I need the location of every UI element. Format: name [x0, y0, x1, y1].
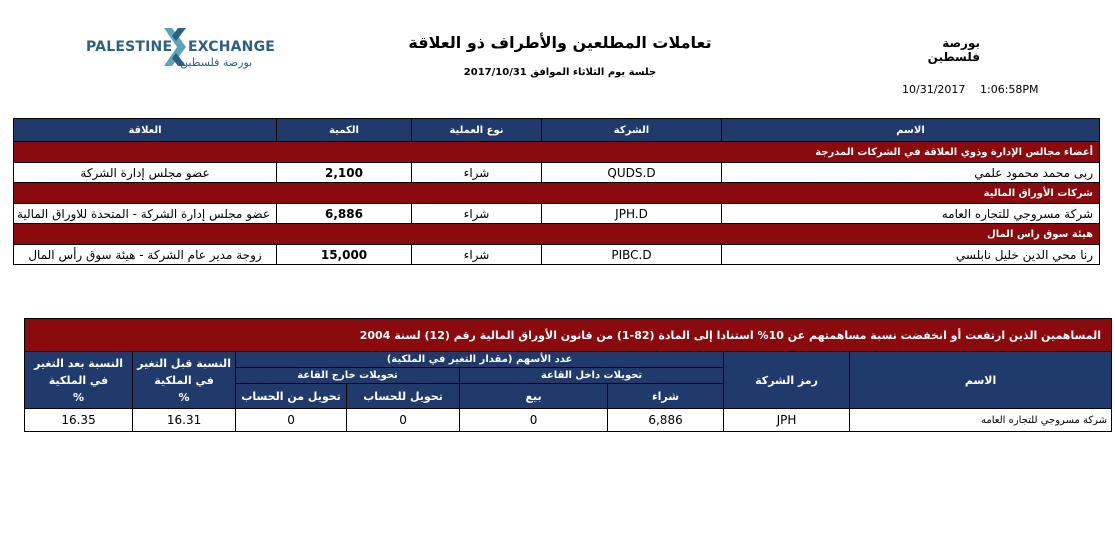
cell-relation: عضو مجلس إدارة الشركة — [14, 163, 277, 183]
cell-type: شراء — [412, 204, 542, 224]
cell-quantity: 2,100 — [277, 163, 412, 183]
pct-before-line2: في الملكية — [154, 373, 214, 387]
cell-relation: عضو مجلس إدارة الشركة - المتحدة للاوراق المالية — [14, 204, 277, 224]
cell-quantity: 15,000 — [277, 245, 412, 265]
page-title: تعاملات المطلعين والأطراف ذو العلاقة — [408, 33, 712, 52]
column-header-pct-before — [133, 352, 236, 409]
pct-after-line2: في الملكية — [48, 373, 109, 387]
column-header-relation: العلاقة — [14, 119, 277, 142]
column-header-inside: تحويلات داخل القاعة — [460, 368, 724, 384]
cell-relation: زوجة مدير عام الشركة - هيئة سوق رأس المال — [14, 245, 277, 265]
group-title: أعضاء مجالس الإدارة وذوي العلاقة في الشركات المدرجة — [14, 142, 1100, 163]
logo-word-left: PALESTINE — [86, 39, 173, 55]
column-header-quantity: الكمية — [277, 119, 412, 142]
session-date: جلسة يوم الثلاثاء الموافق 2017/10/31 — [463, 67, 657, 78]
cell-symbol: JPH — [724, 409, 850, 432]
group-row — [14, 183, 1100, 204]
group-title: هيئة سوق راس المال — [14, 224, 1100, 245]
cell-pct-after: 16.35 — [25, 409, 133, 432]
column-header-pct-after — [25, 352, 133, 409]
column-header-type: نوع العملية — [412, 119, 542, 142]
insider-transactions-table — [13, 118, 1100, 265]
table-row — [25, 409, 1112, 432]
logo-word-right: EXCHANGE — [188, 39, 276, 55]
cell-name: شركة مسروجي للتجاره العامه — [722, 204, 1100, 224]
cell-name: رنا محي الدين خليل نابلسي — [722, 245, 1100, 265]
palestine-exchange-logo — [80, 22, 276, 72]
column-header-sell: بيع — [460, 384, 608, 409]
cell-name: شركة مسروجي للتجاره العامه — [850, 409, 1112, 432]
shareholders-banner: المساهمين الذين ارتفعت أو انخفضت نسبة مساهمتهم عن 10% استنادا إلى المادة (82-1) من قانون الأوراق المالية رقم (12) لسنة 2004 — [25, 319, 1112, 352]
cell-buy: 6,886 — [608, 409, 724, 432]
column-header-name: الاسم — [722, 119, 1100, 142]
group-row — [14, 142, 1100, 163]
pct-after-line1: النسبة بعد التغير — [34, 356, 124, 370]
column-header-name: الاسم — [850, 352, 1112, 409]
logo-arabic-text: بورصة فلسطين — [180, 56, 253, 69]
report-time: 1:06:58PM — [980, 83, 1039, 96]
group-title: شركات الأوراق المالية — [14, 183, 1100, 204]
table-row — [14, 163, 1100, 183]
cell-company: QUDS.D — [542, 163, 722, 183]
cell-to-account: 0 — [347, 409, 460, 432]
pct-after-sign: % — [73, 390, 85, 404]
column-header-company: الشركة — [542, 119, 722, 142]
cell-company: PIBC.D — [542, 245, 722, 265]
column-header-outside: تحويلات خارج القاعة — [236, 368, 460, 384]
cell-company: JPH.D — [542, 204, 722, 224]
exchange-name: بورصة فلسطين — [927, 36, 980, 64]
cell-type: شراء — [412, 245, 542, 265]
cell-sell: 0 — [460, 409, 608, 432]
table-row — [14, 245, 1100, 265]
cell-name: ربى محمد محمود علمي — [722, 163, 1100, 183]
table-header-row — [14, 119, 1100, 142]
column-header-shares: عدد الأسهم (مقدار التغير في الملكية) — [236, 352, 724, 368]
column-header-to-account: تحويل للحساب — [347, 384, 460, 409]
cell-quantity: 6,886 — [277, 204, 412, 224]
table-row — [14, 204, 1100, 224]
shareholders-change-table — [24, 318, 1112, 432]
cell-pct-before: 16.31 — [133, 409, 236, 432]
column-header-symbol: رمز الشركة — [724, 352, 850, 409]
column-header-from-account: تحويل من الحساب — [236, 384, 347, 409]
cell-type: شراء — [412, 163, 542, 183]
pct-before-line1: النسبة قبل التغير — [137, 356, 231, 370]
column-header-buy: شراء — [608, 384, 724, 409]
cell-from-account: 0 — [236, 409, 347, 432]
group-row — [14, 224, 1100, 245]
pct-before-sign: % — [178, 390, 190, 404]
report-date: 10/31/2017 — [902, 83, 966, 96]
